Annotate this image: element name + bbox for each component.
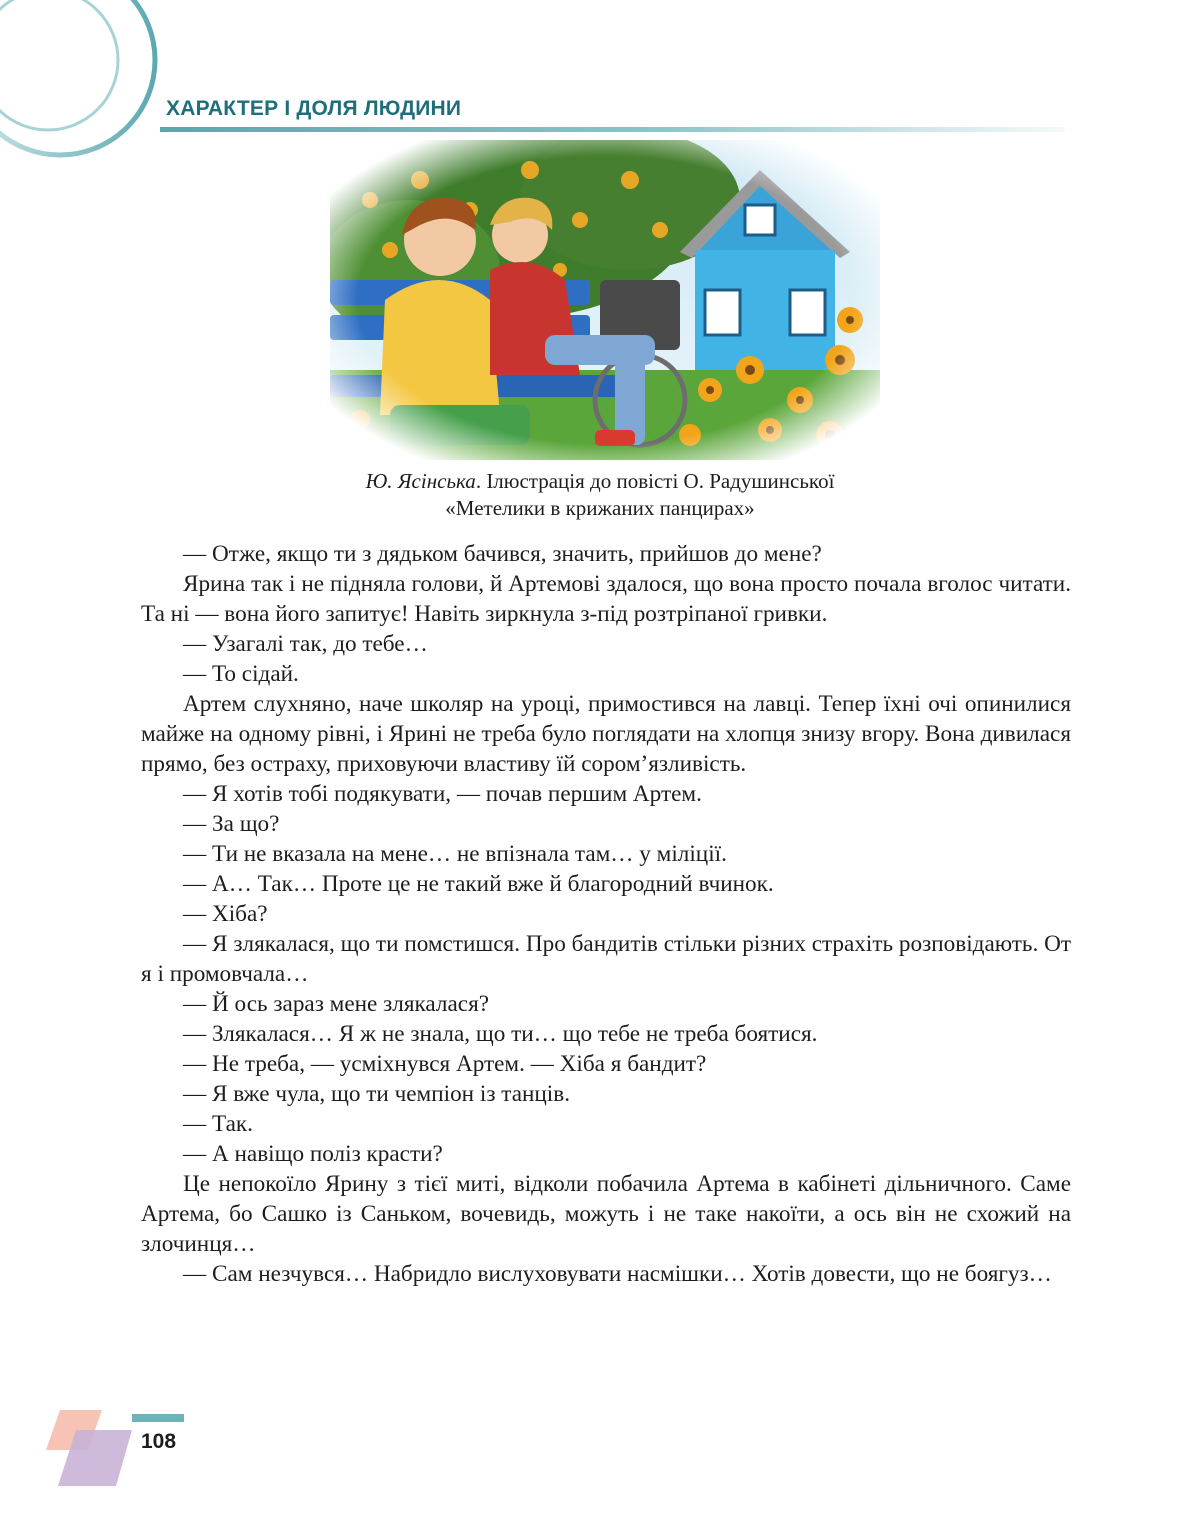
caption-line-2: «Метелики в крижаних панцирах» — [445, 496, 755, 520]
caption-line-1 — [250, 468, 950, 495]
paragraph: — Злякалася… Я ж не знала, що ти… що тебе не треба боятися. — [183, 1021, 818, 1047]
paragraph: — Я хотів тобі подякувати, — почав першим Артем. — [183, 781, 702, 807]
paragraph: — Я вже чула, що ти чемпіон із танців. — [183, 1081, 570, 1107]
section-title: ХАРАКТЕР І ДОЛЯ ЛЮДИНИ — [166, 97, 462, 120]
paragraph: Ярина так і не підняла голови, й Артемові здалося, що вона просто почала вголос читати. Та ні — вона його запитує! Навіть зиркнула з-під розтріпаної гривки. — [141, 571, 1071, 627]
paragraph: — Ти не вказала на мене… не впізнала там… у міліції. — [183, 841, 727, 867]
story-text — [141, 539, 1071, 1289]
caption-description: . Ілюстрація до повісті О. Радушинської — [475, 469, 835, 493]
paragraph: — Узагалі так, до тебе… — [183, 631, 428, 657]
header-rule — [160, 127, 1065, 132]
paragraph: — А навіщо поліз красти? — [183, 1141, 443, 1167]
paragraph: Артем слухняно, наче школяр на уроці, примостився на лавці. Тепер їхні очі опинилися майже на одному рівні, і Ярині не треба було поглядати на хлопця знизу вгору. Вона дивилася прямо, без остраху, приховуючи властиву їй сором’язливість. — [141, 691, 1071, 777]
book-illustration — [330, 140, 880, 460]
paragraph: — Так. — [183, 1111, 253, 1137]
illustration-caption — [250, 468, 950, 522]
paragraph: — То сідай. — [183, 661, 299, 687]
paragraph: — Хіба? — [183, 901, 268, 927]
corner-arc-decoration — [0, 0, 170, 170]
caption-author: Ю. Ясінська — [365, 469, 476, 493]
paragraph: — Сам незчувся… Набридло вислуховувати насмішки… Хотів довести, що не боягуз… — [183, 1261, 1052, 1287]
paragraph: — Отже, якщо ти з дядьком бачився, значить, прийшов до мене? — [183, 541, 822, 567]
paragraph: — А… Так… Проте це не такий вже й благородний вчинок. — [183, 871, 774, 897]
paragraph: — Я злякалася, що ти помстишся. Про бандитів стільки різних страхіть розповідають. От я і промовчала… — [141, 931, 1071, 987]
paragraph: Це непокоїло Ярину з тієї миті, відколи побачила Артема в кабінеті дільничного. Саме Артема, бо Сашко із Саньком, вочевидь, можуть і не таке накоїти, а ось він не схожий на злочинця… — [141, 1171, 1071, 1257]
paragraph: — За що? — [183, 811, 280, 837]
paragraph: — Не треба, — усміхнувся Артем. — Хіба я бандит? — [183, 1051, 707, 1077]
page-number: 108 — [141, 1430, 177, 1453]
paragraph: — Й ось зараз мене злякалася? — [183, 991, 490, 1017]
